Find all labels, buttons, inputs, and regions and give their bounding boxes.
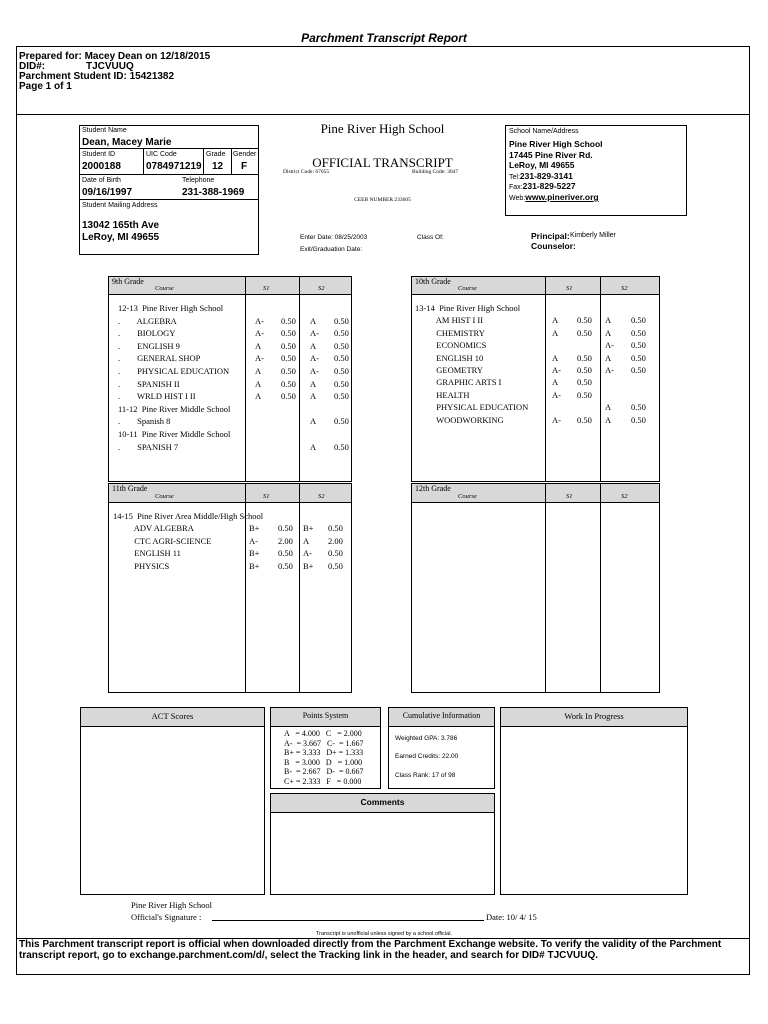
grade11-c2-4: 0.50 [328, 560, 343, 571]
grade9-g1-2: A- [255, 328, 264, 339]
grade9-course-2: . BIOLOGY [118, 328, 176, 339]
grade11-c1-1: 0.50 [278, 523, 293, 534]
grade11-course-4: PHYSICS [113, 560, 170, 571]
grade11-g1-3: B+ [249, 548, 260, 559]
grade10-course-4: ENGLISH 10 [415, 352, 484, 363]
grade9-course-5: . PHYSICAL EDUCATION [118, 366, 230, 376]
student-gender: F [241, 161, 248, 172]
grade10-title: 10th Grade [415, 277, 451, 286]
signature-label: Official's Signature : [131, 912, 202, 922]
grade11-c2-1: 0.50 [328, 523, 343, 534]
points-line-3: B = 3.000 D = 1.000 [284, 757, 363, 767]
grade12-box [411, 483, 660, 693]
signature-school: Pine River High School [131, 900, 212, 910]
grade11-course-0: 14-15 Pine River Area Middle/High School [113, 511, 264, 521]
grade9-c1-6: 0.50 [281, 378, 296, 389]
student-telephone: 231-388-1969 [182, 187, 245, 198]
grade10-c1-9: 0.50 [577, 414, 592, 425]
student-grade: 12 [212, 161, 224, 172]
points-line-5: C+ = 2.333 F = 0.000 [284, 776, 362, 786]
grade10-course-6: GRAPHIC ARTS I [415, 377, 502, 388]
grade10-g1-9: A- [552, 414, 561, 425]
grade9-course-3: . ENGLISH 9 [118, 340, 180, 351]
grade9-g1-3: A [255, 340, 262, 351]
grade9-course-11: . SPANISH 7 [118, 441, 179, 452]
grade9-s2-header: S2 [318, 285, 325, 292]
grade10-course-9: WOODWORKING [415, 414, 504, 425]
work-in-progress-box [500, 707, 688, 895]
grade9-course-7: . WRLD HIST I II [118, 391, 196, 402]
grade10-course-0: 13-14 Pine River High School [415, 303, 521, 313]
student-dob: 09/16/1997 [82, 187, 133, 198]
grade9-g1-7: A [255, 391, 262, 402]
address-label: Student Mailing Address [82, 202, 158, 209]
grade10-c1-2: 0.50 [577, 327, 592, 338]
address-line1: 13042 165th Ave [82, 220, 160, 231]
grade10-g1-7: A- [552, 389, 561, 400]
grade9-c2-3: 0.50 [334, 340, 349, 351]
grade9-g2-5: A- [310, 366, 319, 376]
earned-credits: Earned Credits: 22.00 [395, 753, 459, 760]
exit-date: Exit/Graduation Date: [300, 246, 363, 253]
grade9-c1-1: 0.50 [281, 315, 296, 326]
points-line-0: A = 4.000 C = 2.000 [284, 729, 362, 738]
did-label: DID#: [19, 61, 46, 72]
grade10-g1-2: A [552, 327, 559, 338]
grade11-g2-2: A [303, 535, 310, 546]
telephone-label: Telephone [182, 177, 215, 184]
district-code: District Code: 67055 [283, 169, 330, 175]
school-fax [509, 181, 576, 191]
grade11-course-1: ADV ALGEBRA [113, 523, 194, 534]
student-id-label: Student ID [82, 151, 116, 158]
comments-title: Comments [360, 797, 405, 807]
grade10-g2-8: A [605, 402, 612, 413]
points-line-2: B+ = 3.333 D+ = 1.333 [284, 748, 364, 757]
grade11-c1-3: 0.50 [278, 548, 293, 559]
grade9-g2-7: A [310, 391, 317, 402]
grade10-s1-header: S1 [566, 285, 573, 292]
act-scores-title: ACT Scores [151, 711, 194, 721]
building-code: Building Code: 3047 [412, 169, 459, 175]
parchment-student-id: Parchment Student ID: 15421382 [19, 71, 175, 82]
student-id: 2000188 [82, 161, 121, 172]
grade9-course-0: 12-13 Pine River High School [118, 303, 224, 313]
grade11-course-2: CTC AGRI-SCIENCE [113, 535, 212, 546]
school-tel-value: 231-829-3141 [519, 171, 573, 181]
grade10-g1-6: A [552, 377, 559, 388]
school-address-label: School Name/Address [509, 128, 579, 135]
grade10-course-7: HEALTH [415, 389, 470, 400]
grade11-g2-1: B+ [303, 523, 314, 534]
grade10-course-2: CHEMISTRY [415, 327, 485, 338]
grade9-c2-9: 0.50 [334, 416, 349, 427]
grade10-c1-4: 0.50 [577, 352, 592, 363]
grade9-c1-7: 0.50 [281, 391, 296, 402]
grade10-c2-8: 0.50 [631, 402, 646, 413]
grade10-c2-2: 0.50 [631, 327, 646, 338]
grade9-course-4: . GENERAL SHOP [118, 353, 201, 364]
grade9-c2-6: 0.50 [334, 378, 349, 389]
grade9-g2-1: A [310, 315, 317, 326]
dob-label: Date of Birth [82, 177, 121, 184]
grade10-c2-9: 0.50 [631, 414, 646, 425]
grade9-c1-4: 0.50 [281, 353, 296, 364]
grade10-g2-4: A [605, 352, 612, 363]
grade9-g2-11: A [310, 441, 317, 452]
grade10-course-header: Course [458, 285, 477, 292]
grade11-s2-header: S2 [318, 493, 325, 500]
grade10-g1-1: A [552, 315, 559, 326]
grade9-c2-5: 0.50 [334, 366, 349, 376]
official-transcript-title: OFFICIAL TRANSCRIPT [312, 155, 453, 170]
grade12-s1-header: S1 [566, 493, 573, 500]
grade9-course-8: 11-12 Pine River Middle School [118, 403, 231, 414]
grade10-g2-1: A [605, 315, 612, 326]
school-web-link[interactable]: www.pineriver.org [525, 192, 599, 202]
grade10-c2-1: 0.50 [631, 315, 646, 326]
school-tel [509, 171, 573, 181]
school-fax-label: Fax: [509, 184, 523, 191]
grade9-g1-6: A [255, 378, 262, 389]
grade10-c2-3: 0.50 [631, 340, 646, 351]
grade11-c1-4: 0.50 [278, 560, 293, 571]
grade9-g1-4: A- [255, 353, 264, 364]
principal-name: Kimberly Miller [570, 232, 616, 239]
school-heading: Pine River High School [320, 121, 445, 136]
school-web-label: Web: [509, 195, 526, 202]
grade9-g2-9: A [310, 416, 317, 427]
work-in-progress-title: Work In Progress [564, 711, 624, 721]
uic-label: UIC Code [146, 151, 177, 158]
grade10-g2-5: A- [605, 365, 614, 375]
grade10-c1-1: 0.50 [577, 315, 592, 326]
points-line-1: A- = 3.667 C- = 1.667 [284, 738, 364, 748]
grade11-course-header: Course [155, 493, 174, 500]
student-name-label: Student Name [82, 127, 127, 134]
grade11-c2-3: 0.50 [328, 548, 343, 559]
school-city: LeRoy, MI 49655 [509, 160, 575, 170]
weighted-gpa: Weighted GPA: 3.786 [395, 735, 458, 742]
grade-label: Grade [206, 151, 226, 158]
grade9-course-1: . ALGEBRA [118, 315, 177, 326]
act-scores-box [80, 707, 265, 895]
signature-line [212, 920, 484, 921]
grade10-course-3: ECONOMICS [415, 340, 487, 351]
grade11-g2-3: A- [303, 548, 312, 559]
grade9-course-header: Course [155, 285, 174, 292]
grade10-g2-9: A [605, 414, 612, 425]
grade10-g2-3: A- [605, 340, 614, 351]
school-fax-value: 231-829-5227 [522, 181, 576, 191]
grade9-c2-7: 0.50 [334, 391, 349, 402]
grade9-c1-2: 0.50 [281, 328, 296, 339]
grade9-c1-5: 0.50 [281, 366, 296, 376]
prepared-for: Prepared for: Macey Dean on 12/18/2015 [19, 51, 211, 62]
ceeb-number: CEEB NUMBER 233605 [354, 197, 411, 203]
grade10-course-5: GEOMETRY [415, 365, 483, 375]
principal-label: Principal: [531, 231, 570, 241]
grade10-course-8: PHYSICAL EDUCATION [415, 402, 529, 413]
grade11-g1-4: B+ [249, 560, 260, 571]
class-of: Class Of: [417, 234, 444, 241]
grade9-c2-2: 0.50 [334, 328, 349, 339]
grade10-g1-4: A [552, 352, 559, 363]
points-line-4: B- = 2.667 D- = 0.667 [284, 767, 364, 776]
grade10-c2-5: 0.50 [631, 365, 646, 375]
grade10-c1-7: 0.50 [577, 389, 592, 400]
grade10-s2-header: S2 [621, 285, 628, 292]
footer-verification-note: This Parchment transcript report is official when downloaded directly from the Parchment Exchange website. To verify the validity of the Parchment transcript report, go to exchange.parchment.com/d/, select the Tracking link in the header, and search for DID# TJCVUUQ. [19, 939, 722, 961]
enter-date: Enter Date: 08/25/2003 [300, 234, 368, 241]
grade11-course-3: ENGLISH 11 [113, 548, 181, 559]
school-name: Pine River High School [509, 139, 603, 149]
grade11-title: 11th Grade [112, 484, 148, 493]
grade9-g2-2: A- [310, 328, 319, 339]
grade10-c1-5: 0.50 [577, 365, 592, 375]
did-value: TJCVUUQ [86, 61, 134, 72]
grade9-g2-4: A- [310, 353, 319, 364]
grade9-course-9: . Spanish 8 [118, 416, 171, 427]
class-rank: Class Rank: 17 of 98 [395, 772, 456, 779]
grade10-g2-2: A [605, 327, 612, 338]
grade11-g1-2: A- [249, 535, 258, 546]
address-line2: LeRoy, MI 49655 [82, 232, 160, 243]
gender-label: Gender [233, 151, 257, 158]
grade9-g2-6: A [310, 378, 317, 389]
signature-note: Transcript is unofficial unless signed by a school official. [316, 931, 452, 937]
grade9-title: 9th Grade [112, 277, 144, 286]
signature-date: Date: 10/ 4/ 15 [486, 912, 537, 922]
grade9-c1-3: 0.50 [281, 340, 296, 351]
grade11-c1-2: 2.00 [278, 535, 293, 546]
grade11-g1-1: B+ [249, 523, 260, 534]
school-web [509, 192, 599, 202]
grade9-g1-1: A- [255, 315, 264, 326]
counselor-label: Counselor: [531, 241, 576, 251]
grade9-g1-5: A [255, 366, 262, 376]
grade9-course-6: . SPANISH II [118, 378, 180, 389]
grade9-course-10: 10-11 Pine River Middle School [118, 429, 231, 439]
grade12-title: 12th Grade [415, 484, 451, 493]
grade12-course-header: Course [458, 493, 477, 500]
uic-code: 0784971219 [146, 161, 202, 172]
grade11-s1-header: S1 [263, 493, 270, 500]
grade10-g1-5: A- [552, 365, 561, 375]
grade10-c2-4: 0.50 [631, 352, 646, 363]
grade9-c2-1: 0.50 [334, 315, 349, 326]
grade11-c2-2: 2.00 [328, 535, 343, 546]
grade9-s1-header: S1 [263, 285, 270, 292]
grade9-g2-3: A [310, 340, 317, 351]
grade10-course-1: AM HIST I II [415, 315, 484, 326]
student-name: Dean, Macey Marie [82, 137, 172, 148]
grade11-g2-4: B+ [303, 560, 314, 571]
school-tel-label: Tel: [509, 174, 520, 181]
page-number: Page 1 of 1 [19, 81, 72, 92]
grade9-c2-4: 0.50 [334, 353, 349, 364]
school-street: 17445 Pine River Rd. [509, 150, 593, 160]
report-title: Parchment Transcript Report [301, 31, 467, 45]
points-system-title: Points System [302, 711, 349, 720]
grade12-s2-header: S2 [621, 493, 628, 500]
cumulative-title: Cumulative Information [402, 711, 481, 720]
grade10-c1-6: 0.50 [577, 377, 592, 388]
grade9-c2-11: 0.50 [334, 441, 349, 452]
